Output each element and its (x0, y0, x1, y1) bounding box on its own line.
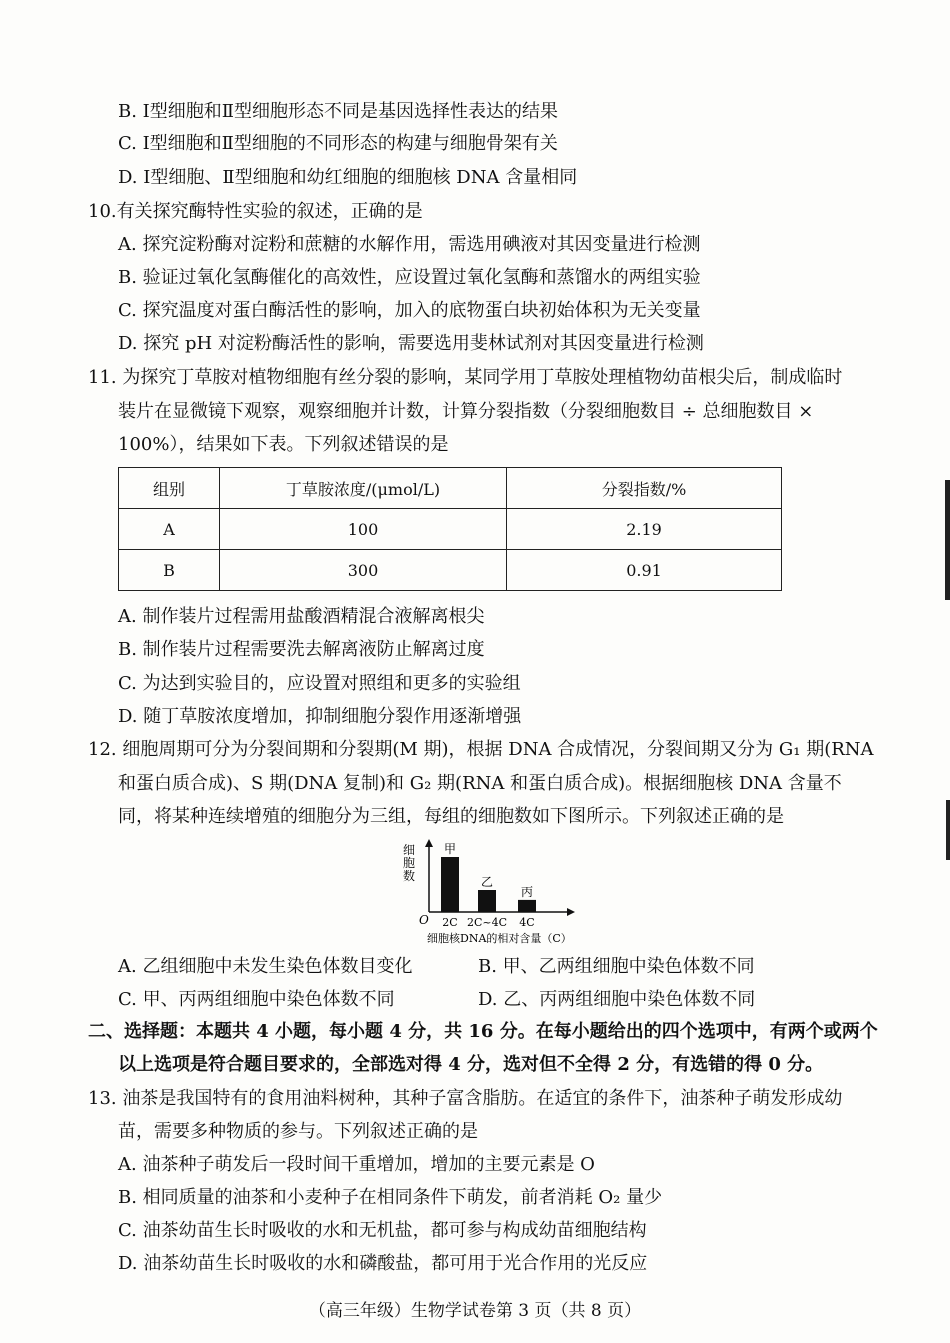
q10-option-a: A. 探究淀粉酶对淀粉和蔗糖的水解作用，需选用碘液对其因变量进行检测 (118, 234, 701, 255)
bar-label: 乙 (480, 875, 494, 889)
q13-option-c: C. 油茶幼苗生长时吸收的水和无机盐，都可参与构成幼苗细胞结构 (118, 1220, 647, 1241)
q11-stem-3: 100%），结果如下表。下列叙述错误的是 (118, 434, 449, 455)
q11-option-c: C. 为达到实验目的，应设置对照组和更多的实验组 (118, 673, 521, 694)
q12-option-a: A. 乙组细胞中未发生染色体数目变化 (118, 956, 413, 977)
cell-count-bar-chart (395, 838, 595, 948)
scan-edge-mark (945, 480, 950, 600)
x-tick-label: 2C~4C (466, 916, 508, 929)
q12-stem-1: 12. 细胞周期可分为分裂间期和分裂期(M 期)，根据 DNA 合成情况，分裂间期又分为 G₁ 期(RNA (88, 739, 874, 760)
table-row (119, 550, 782, 591)
x-axis-arrow (567, 908, 575, 916)
x-tick-label: 2C (442, 916, 458, 929)
table-cell: 2.19 (507, 509, 782, 550)
q9-option-d: D. Ⅰ型细胞、Ⅱ型细胞和幼红细胞的细胞核 DNA 含量相同 (118, 167, 578, 188)
q13-stem-1: 13. 油茶是我国特有的食用油料树种，其种子富含脂肪。在适宜的条件下，油茶种子萌发形成幼 (88, 1088, 843, 1109)
bar-乙 (478, 890, 496, 912)
scan-edge-mark (946, 800, 950, 860)
q12-option-c: C. 甲、丙两组细胞中染色体数不同 (118, 989, 395, 1010)
table-cell: 100 (220, 509, 507, 550)
q11-stem-2: 装片在显微镜下观察，观察细胞并计数，计算分裂指数（分裂细胞数目 ÷ 总细胞数目 × (118, 401, 814, 422)
q13-option-b: B. 相同质量的油茶和小麦种子在相同条件下萌发，前者消耗 O₂ 量少 (118, 1187, 663, 1208)
q12-stem-3: 同，将某种连续增殖的细胞分为三组，每组的细胞数如下图所示。下列叙述正确的是 (118, 806, 784, 827)
q10-option-b: B. 验证过氧化氢酶催化的高效性，应设置过氧化氢酶和蒸馏水的两组实验 (118, 267, 701, 288)
section2-heading-2: 以上选项是符合题目要求的，全部选对得 4 分，选对但不全得 2 分，有选错的得 0 分。 (118, 1054, 824, 1075)
bar-丙 (518, 900, 536, 912)
q11-stem-1: 11. 为探究丁草胺对植物细胞有丝分裂的影响，某同学用丁草胺处理植物幼苗根尖后，制成临时 (88, 367, 843, 388)
q9-option-c: C. Ⅰ型细胞和Ⅱ型细胞的不同形态的构建与细胞骨架有关 (118, 133, 558, 154)
q11-option-d: D. 随丁草胺浓度增加，抑制细胞分裂作用逐渐增强 (118, 706, 522, 727)
origin-label: O (419, 913, 429, 927)
x-axis-label: 细胞核DNA的相对含量（C） (427, 932, 572, 945)
y-axis-arrow (425, 839, 433, 847)
table-header: 分裂指数/% (507, 468, 782, 509)
bar-甲 (441, 857, 459, 912)
q12-stem-2: 和蛋白质合成)、S 期(DNA 复制)和 G₂ 期(RNA 和蛋白质合成)。根据细胞核 DNA 含量不 (118, 773, 842, 794)
q10-option-c: C. 探究温度对蛋白酶活性的影响，加入的底物蛋白块初始体积为无关变量 (118, 300, 701, 321)
q12-option-b: B. 甲、乙两组细胞中染色体数不同 (478, 956, 755, 977)
q12-option-d: D. 乙、丙两组细胞中染色体数不同 (478, 989, 756, 1010)
table-cell: 300 (220, 550, 507, 591)
table-cell: B (119, 550, 220, 591)
table-header: 丁草胺浓度/(μmol/L) (220, 468, 507, 509)
page-footer: （高三年级）生物学试卷第 3 页（共 8 页） (308, 1301, 642, 1321)
y-axis-label-char: 细胞数 (403, 843, 416, 883)
q11-data-table (118, 467, 782, 591)
table-cell: A (119, 509, 220, 550)
q9-option-b: B. Ⅰ型细胞和Ⅱ型细胞形态不同是基因选择性表达的结果 (118, 101, 559, 122)
table-cell: 0.91 (507, 550, 782, 591)
bar-label: 丙 (520, 884, 534, 899)
q13-stem-2: 苗，需要多种物质的参与。下列叙述正确的是 (118, 1121, 478, 1142)
table-header: 组别 (119, 468, 220, 509)
q10-option-d: D. 探究 pH 对淀粉酶活性的影响，需要选用斐林试剂对其因变量进行检测 (118, 333, 704, 354)
q11-option-a: A. 制作装片过程需用盐酸酒精混合液解离根尖 (118, 606, 485, 627)
q10-stem: 10.有关探究酶特性实验的叙述，正确的是 (88, 201, 423, 222)
q11-option-b: B. 制作装片过程需要洗去解离液防止解离过度 (118, 639, 485, 660)
q13-option-a: A. 油茶种子萌发后一段时间干重增加，增加的主要元素是 O (118, 1154, 595, 1175)
q13-option-d: D. 油茶幼苗生长时吸收的水和磷酸盐，都可用于光合作用的光反应 (118, 1253, 648, 1274)
x-tick-label: 4C (519, 916, 535, 929)
table-header-row (119, 468, 782, 509)
table-row (119, 509, 782, 550)
bar-label: 甲 (443, 842, 457, 856)
section2-heading-1: 二、选择题：本题共 4 小题，每小题 4 分，共 16 分。在每小题给出的四个选项中，有两个或两个 (88, 1021, 878, 1042)
